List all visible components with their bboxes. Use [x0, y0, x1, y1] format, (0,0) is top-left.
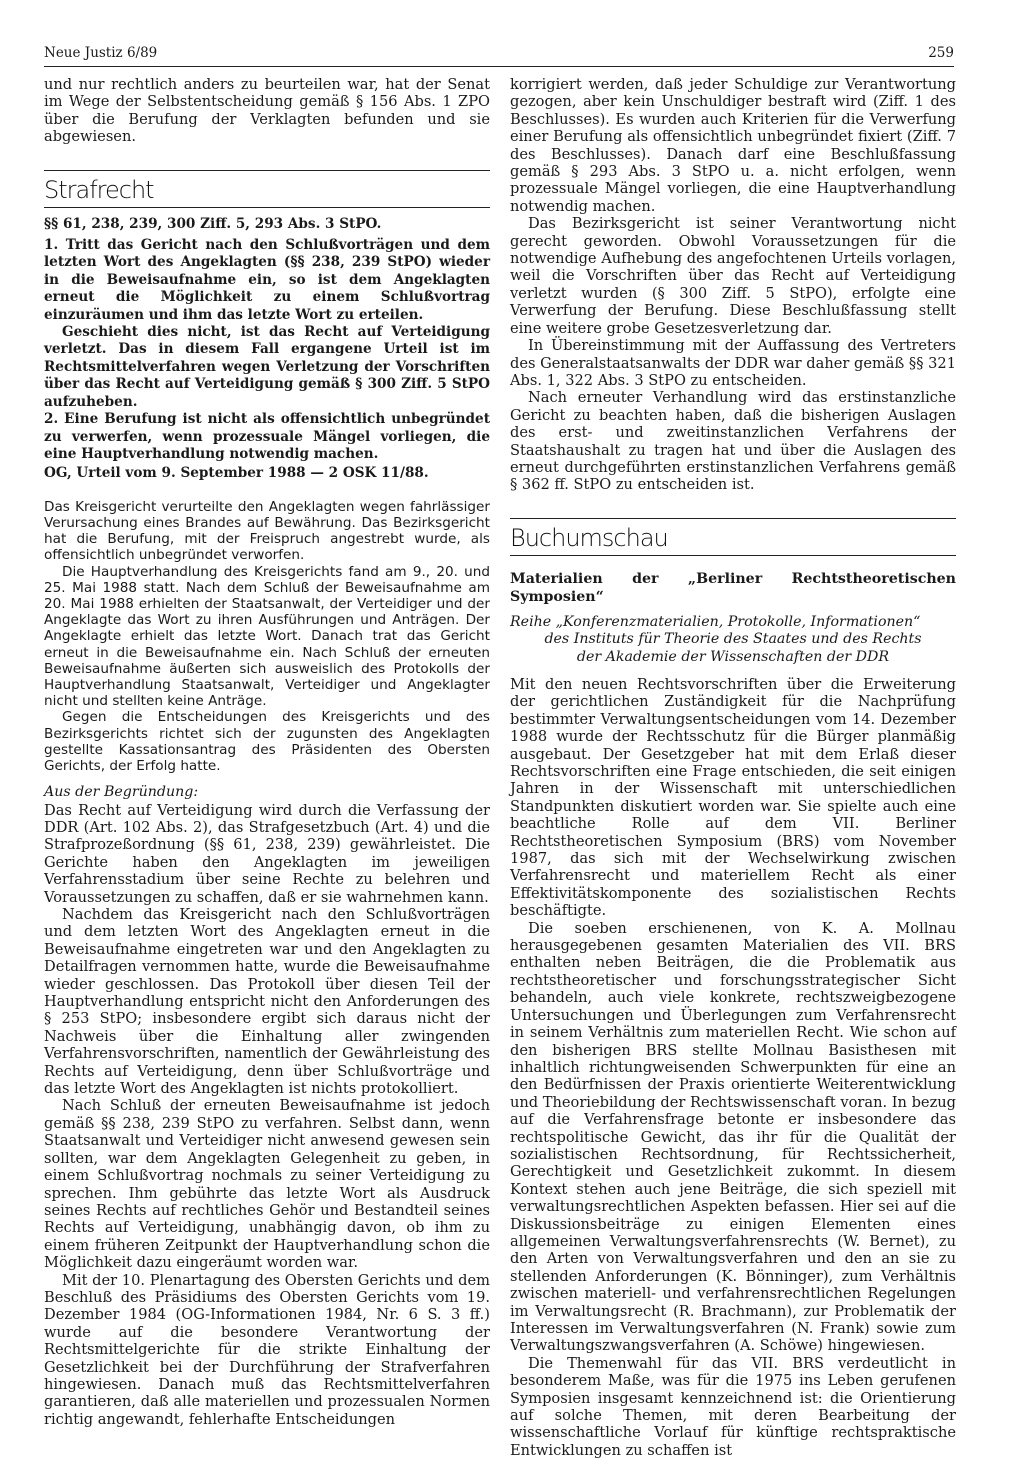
page-number: 259: [928, 45, 954, 61]
reasons-paragraph-2: Nachdem das Kreisgericht nach den Schlußvorträgen und dem letzten Wort des Angeklagten erneut in die Beweisaufnahme eingetreten war und den Angeklagten zu Detailfragen vernommen hatte, wurde die Beweisaufnahme wieder geschlossen. Das Protokoll über diesen Teil der Hauptverhandlung entspricht nicht den Anforderungen des § 253 StPO; insbesondere ergibt sich daraus nicht der Nachweis über die Einhaltung aller zwingenden Verfahrensvorschriften, namentlich der Gewährleistung des Rechts auf Verteidigung, denn über Schlußvorträge und das letzte Wort des Angeklagten ist nichts protokolliert.: [44, 906, 490, 1098]
review-paragraph-2: Die soeben erschienenen, von K. A. Mollnau herausgegebenen gesamten Materialien des VII. BRS enthalten neben Beiträgen, die die Problematik aus rechtstheoretischer und forschungsstrategischer Sicht behandeln, auch viele konkrete, rechtszweigbezogene Untersuchungen und Überlegungen zum Verfahrensrecht in seinem Verhältnis zum materiellen Recht. Wie schon auf den bisherigen BRS stellte Mollnau Basisthesen mit inhaltlich richtungweisenden Schwerpunkten für eine an den Bedürfnissen der Praxis orientierte Weiterentwicklung und Theoriebildung der Rechtswissenschaft voran. In bezug auf die Verfahrensfrage betonte er insbesondere das rechtspolitische Gewicht, das ihr für die Qualität der sozialistischen Rechtsordnung, für Rechtssicherheit, Gerechtigkeit und Gesetzlichkeit zukommt. In diesem Kontext stehen auch jene Beiträge, die sich speziell mit verwaltungsrechtlichen Aspekten befassen. Hier sei auf die Diskussionsbeiträge zu einigen Elementen eines allgemeinen Verwaltungsverfahrensrechts (W. Bernet), zu den Arten von Verwaltungsverfahren und den an sie zu stellenden Anforderungen (K. Bönninger), zum Verhältnis zwischen materiell- und verfahrensrechtlichen Regelungen im Verwaltungsrecht (R. Brachmann), zur Problematik der Interessen im Verwaltungsverfahren (N. Frank) sowie zum Verwaltungszwangsverfahren (A. Schöwe) hingewiesen.: [510, 919, 956, 1355]
page-header: [44, 45, 954, 67]
book-title: Materialien der „Berliner Rechtstheoretischen Symposien“: [510, 570, 956, 605]
section-title-strafrecht: Strafrecht: [44, 175, 154, 204]
reasons-heading: Aus der Begründung:: [44, 784, 199, 801]
headnote-2: 2. Eine Berufung ist nicht als offensichtlich unbegründet zu verwerfen, wenn prozessuale Mängel vorliegen, die eine Hauptverhandlung notwendig machen.: [44, 411, 490, 462]
section-title-buchumschau: Buchumschau: [510, 523, 668, 552]
continuation-paragraph-1: korrigiert werden, daß jeder Schuldige zur Verantwortung gezogen, aber kein Unschuldiger bestraft wird (Ziff. 1 des Beschlusses). Es wurden auch Kriterien für die Verwerfung einer Berufung als offensichtlich unbegründet fixiert (Ziff. 7 des Beschlusses). Danach darf eine Beschlußfassung gemäß § 293 Abs. 3 StPO u. a. nicht erfolgen, wenn prozessuale Mängel vorliegen, die eine Hauptverhandlung notwendig machen.: [510, 76, 956, 215]
right-column: [510, 76, 956, 1459]
continuation-paragraph-2: Das Bezirksgericht ist seiner Verantwortung nicht gerecht geworden. Obwohl Voraussetzungen für die notwendige Aufhebung des angefochtenen Urteils vorlagen, weil die Vorschriften über das Recht auf Verteidigung verletzt wurden (§ 300 Ziff. 5 StPO), erfolgte eine Verwerfung der Berufung. Diese Beschlußfassung stellt eine weitere grobe Gesetzesverletzung dar.: [510, 215, 956, 337]
series-line-1: Reihe „Konferenzmaterialien, Protokolle, Informationen“: [510, 613, 921, 630]
reasons-paragraph-1: Das Recht auf Verteidigung wird durch die Verfassung der DDR (Art. 102 Abs. 2), das Strafgesetzbuch (Art. 4) und die Strafprozeßordnung (§§ 61, 238, 239) gewährleistet. Die Gerichte haben den Angeklagten im jeweiligen Verfahrensstadium über seine Rechte zu belehren und Voraussetzungen zu schaffen, daß er sie wahrnehmen kann.: [44, 801, 490, 906]
header-rule: [44, 66, 954, 67]
reasons-paragraph-4: Mit der 10. Plenartagung des Obersten Gerichts und dem Beschluß des Präsidiums des Obersten Gerichts vom 19. Dezember 1984 (OG-Informationen 1984, Nr. 6 S. 3 ff.) wurde auf die besondere Verantwortung der Rechtsmittelgerichte für die strikte Einhaltung der Gesetzlichkeit bei der Durchführung der Strafverfahren hingewiesen. Danach muß das Rechtsmittelverfahren garantieren, daß alle materiellen und prozessualen Normen richtig angewandt, fehlerhafte Entscheidungen: [44, 1271, 490, 1428]
series-line-2: des Instituts für Theorie des Staates und des Rechts: [544, 631, 922, 648]
book-section-rule-bottom: [510, 555, 956, 556]
section-rule-bottom: [44, 207, 490, 208]
section-rule-top: [44, 170, 490, 171]
continuation-paragraph-4: Nach erneuter Verhandlung wird das erstinstanzliche Gericht zu beachten haben, daß die bisherigen Auslagen des erst- und zweitinstanzlichen Verfahrens der Staatshaushalt zu tragen hat und über die Auslagen des erneut durchgeführten erstinstanzlichen Verfahrens gemäß § 362 ff. StPO zu entscheiden ist.: [510, 389, 956, 494]
left-column: [44, 76, 490, 1428]
headnote-1b: Geschieht dies nicht, ist das Recht auf Verteidigung verletzt. Das in diesem Fall ergangene Urteil ist im Rechtsmittelverfahren wegen Verletzung der Vorschriften über das Recht auf Verteidigung gemäß § 300 Ziff. 5 StPO aufzuheben.: [44, 324, 490, 410]
review-paragraph-3: Die Themenwahl für das VII. BRS verdeutlicht in besonderem Maße, was für die 1975 ins Leben gerufenen Symposien insgesamt kennzeichnend ist: die Orientierung auf solche Themen, mit deren Bearbeitung der wissenschaftliche Vorlauf für künftige rechtspraktische Entwicklungen zu schaffen ist: [510, 1354, 956, 1459]
facts-paragraph-1: Das Kreisgericht verurteilte den Angeklagten wegen fahrlässiger Verursachung eines Brandes auf Bewährung. Das Bezirksgericht hat die Berufung, mit der Freispruch angestrebt wurde, als offensichtlich unbegründet verworfen.: [44, 498, 490, 564]
reasons-paragraph-3: Nach Schluß der erneuten Beweisaufnahme ist jedoch gemäß §§ 238, 239 StPO zu verfahren. Selbst dann, wenn Staatsanwalt und Verteidiger nicht anwesend gewesen sein sollten, war dem Angeklagten Gelegenheit zu geben, in einem Schlußvortrag nochmals zu seiner Verteidigung zu sprechen. Ihm gebührte das letzte Wort als Ausdruck seines Rechts auf rechtliches Gehör und Bestandteil seines Rechts auf Verteidigung, unabhängig davon, ob ihm zu einem früheren Zeitpunkt der Hauptverhandlung schon die Möglichkeit dazu eingeräumt worden war.: [44, 1097, 490, 1272]
facts-paragraph-2: Die Hauptverhandlung des Kreisgerichts fand am 9., 20. und 25. Mai 1988 statt. Nach dem Schluß der Beweisaufnahme am 20. Mai 1988 erhielten der Staatsanwalt, der Verteidiger und der Angeklagte das Wort zu ihren Ausführungen und Anträgen. Der Angeklagte erhielt das letzte Wort. Danach trat das Gericht erneut in die Beweisaufnahme ein. Nach Schluß der erneuten Beweisaufnahme äußerten sich ausweislich des Protokolls der Hauptverhandlung Staatsanwalt, Verteidiger und Angeklagter nicht und stellten keine Anträge.: [44, 563, 490, 710]
review-paragraph-1: Mit den neuen Rechtsvorschriften über die Erweiterung der gerichtlichen Zuständigkeit für die Nachprüfung bestimmter Verwaltungsentscheidungen vom 14. Dezember 1988 wurde der Rechtsschutz für die Bürger planmäßig ausgebaut. Der Gesetzgeber hat mit dem Erlaß dieser Rechtsvorschriften eine Frage entschieden, die seit einigen Jahren in der Wissenschaft mit unterschiedlichen Standpunkten diskutiert worden war. Sie spielte auch eine beachtliche Rolle auf dem VII. Berliner Rechtstheoretischen Symposium (BRS) vom November 1987, das sich mit der Wechselwirkung zwischen Verfahrensrecht und materiellem Recht als einer Effektivitätskomponente des sozialistischen Rechts beschäftigte.: [510, 675, 956, 920]
decision-citation: OG, Urteil vom 9. September 1988 — 2 OSK 11/88.: [44, 465, 429, 482]
book-section-rule-top: [510, 518, 956, 519]
norms-line: §§ 61, 238, 239, 300 Ziff. 5, 293 Abs. 3 StPO.: [44, 215, 382, 232]
continuation-paragraph-3: In Übereinstimmung mit der Auffassung des Vertreters des Generalstaatsanwalts der DDR war daher gemäß §§ 321 Abs. 1, 322 Abs. 3 StPO zu entscheiden.: [510, 337, 956, 389]
intro-paragraph: und nur rechtlich anders zu beurteilen war, hat der Senat im Wege der Selbstentscheidung gemäß § 156 Abs. 1 ZPO über die Berufung der Verklagten befunden und sie abgewiesen.: [44, 76, 490, 146]
facts-paragraph-3: Gegen die Entscheidungen des Kreisgerichts und des Bezirksgerichts richtet sich der zugunsten des Angeklagten gestellte Kassationsantrag des Präsidenten des Obersten Gerichts, der Erfolg hatte.: [44, 709, 490, 774]
headnote-1: 1. Tritt das Gericht nach den Schlußvorträgen und dem letzten Wort des Angeklagten (§§ 238, 239 StPO) wieder in die Beweisaufnahme ein, so ist dem Angeklagten erneut die Möglichkeit zu einem Schlußvortrag einzuräumen und ihm das letzte Wort zu erteilen.: [44, 237, 490, 323]
journal-issue: Neue Justiz 6/89: [44, 45, 158, 61]
series-line-3: der Akademie der Wissenschaften der DDR: [576, 648, 890, 665]
